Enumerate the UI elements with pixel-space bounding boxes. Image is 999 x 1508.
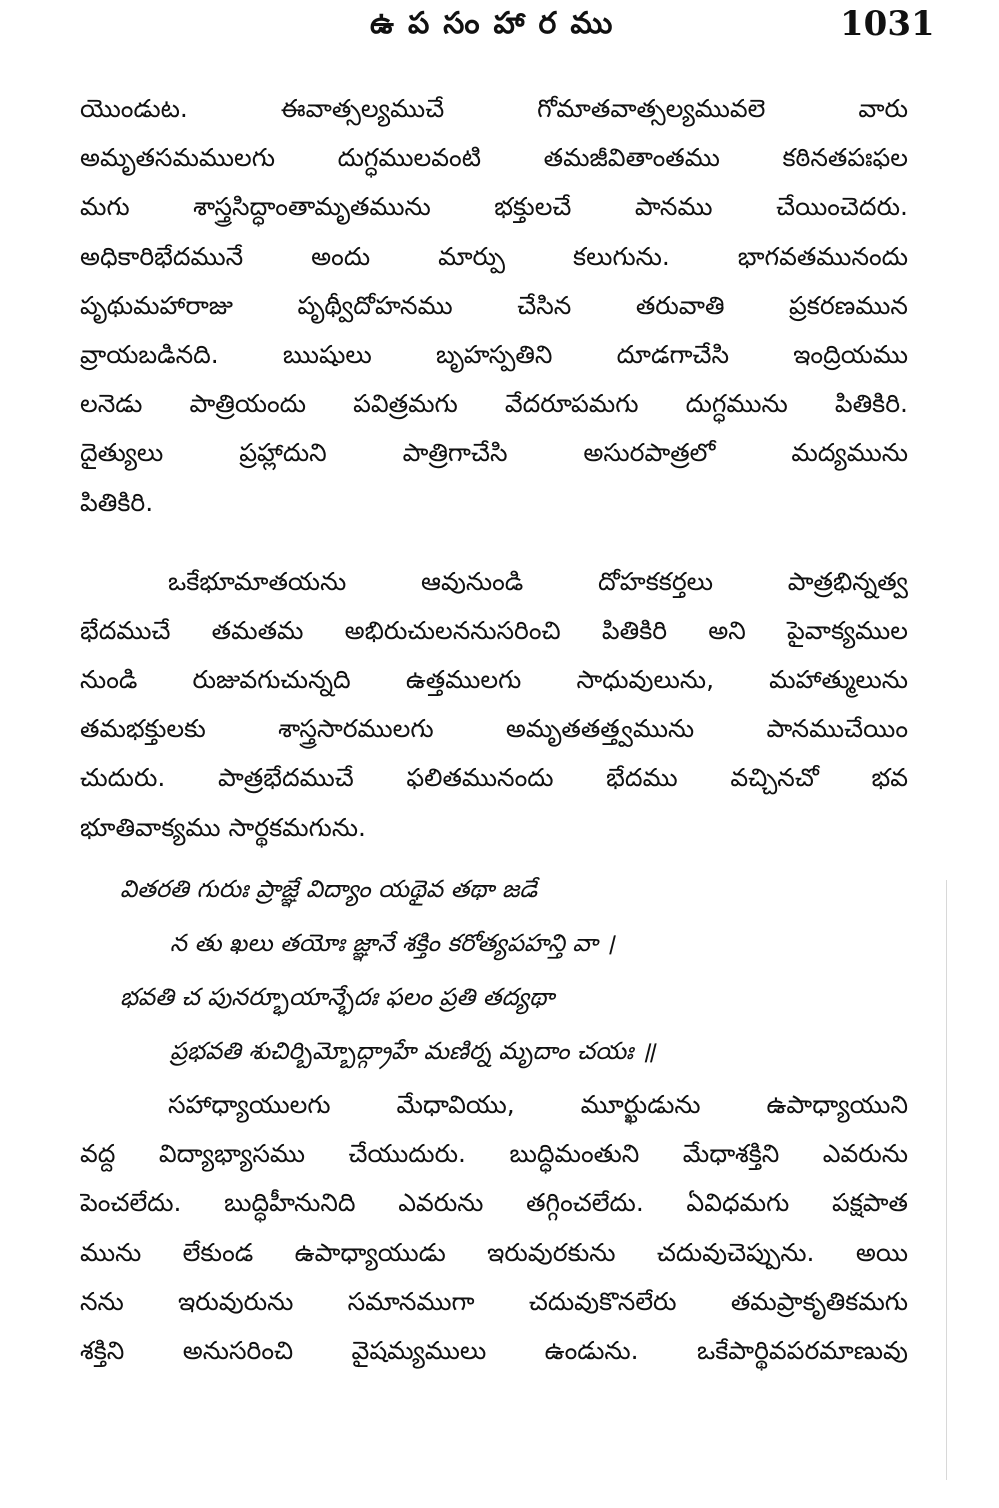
text-line: లనెడు పాత్రియందు పవిత్రమగు వేదరూపమగు దుగ్ధమును పితికిరి. [80,389,908,419]
running-title: ఉపసంహారము [370,6,627,41]
page-header [0,4,999,48]
text-line: భూతివాక్యము సార్థకమగును. [80,812,366,842]
paragraph-1 [80,84,908,527]
text-line: యొండుట. ఈవాత్సల్యముచే గోమాతవాత్సల్యమువలె వారు [80,94,908,123]
text-line: అమృతసమములగు దుగ్ధములవంటి తమజీవితాంతము కఠినతపఃఫల [80,143,908,173]
paragraph-2 [80,557,908,852]
text-line: ఒకేభూమాతయను ఆవునుండి దోహకకర్తలు పాత్రభిన్నత్వ [168,566,908,596]
verse-line: వితరతి గురుః ప్రాజ్ఞే విద్యాం యథైవ తథా జడే [120,875,538,903]
text-line: పెంచలేదు. బుద్ధిహీనునిది ఎవరును తగ్గించలేదు. ఏవిధమగు పక్షపాత [80,1188,908,1218]
text-line: నుండి రుజువగుచున్నది ఉత్తములగు సాధువులును, మహాత్ములును [80,665,908,695]
text-line: తమభక్తులకు శాస్త్రసారములగు అమృతతత్త్వమును పానముచేయిం [80,714,908,744]
main-text [80,84,908,852]
sanskrit-verse [120,862,820,1078]
paragraph-gap [80,527,908,557]
verse-line: ప్రభవతి శుచిర్బిమ్బోద్గ్రాహే మణిర్న మృదాం చయః ॥ [170,1037,656,1065]
text-line: పృథుమహారాజు పృథ్వీదోహనము చేసిన తరువాతి ప్రకరణమున [80,290,908,320]
verse-line: భవతి చ పునర్భూయాన్భేదః ఫలం ప్రతి తద్యథా [120,983,555,1011]
text-line: భేదముచే తమతమ అభిరుచులననుసరించి పితికిరి అని పైవాక్యముల [80,615,908,645]
text-line: మును లేకుండ ఉపాధ్యాయుడు ఇరువురకును చదువుచెప్పును. అయి [80,1237,908,1267]
paragraph-3 [80,1080,908,1375]
verse-line: న తు ఖలు తయోః జ్ఞానే శక్తిం కరోత్యపహన్తి వా । [170,929,615,957]
text-line: అధికారిభేదమునే అందు మార్పు కలుగును. భాగవతమునందు [80,241,908,271]
text-line: పితికిరి. [80,487,154,517]
page-number: 1031 [840,4,935,44]
text-line: నను ఇరువురును సమానముగా చదువుకొనలేరు తమప్రాకృతికమగు [80,1286,908,1316]
scan-edge-line [946,880,947,1480]
main-text-continued [80,1080,908,1375]
text-line: వద్ద విద్యాభ్యాసము చేయుదురు. బుద్ధిమంతుని మేధాశక్తిని ఎవరును [80,1139,908,1169]
text-line: దైత్యులు ప్రహ్లాదుని పాత్రిగాచేసి అసురపాత్రలో మద్యమును [80,438,908,468]
text-line: మగు శాస్త్రసిద్ధాంతామృతమును భక్తులచే పానము చేయించెదరు. [80,192,908,222]
text-line: వ్రాయబడినది. ఋషులు బృహస్పతిని దూడగాచేసి ఇంద్రియము [80,339,908,369]
text-line: శక్తిని అనుసరించి వైషమ్యములు ఉండును. ఒకేపార్థివపరమాణువు [80,1335,908,1365]
text-line: చుదురు. పాత్రభేదముచే ఫలితమునందు భేదము వచ్చినచో భవ [80,763,908,793]
text-line: సహాధ్యాయులగు మేధావియు, మూర్ఖుడును ఉపాధ్యాయుని [168,1090,908,1119]
